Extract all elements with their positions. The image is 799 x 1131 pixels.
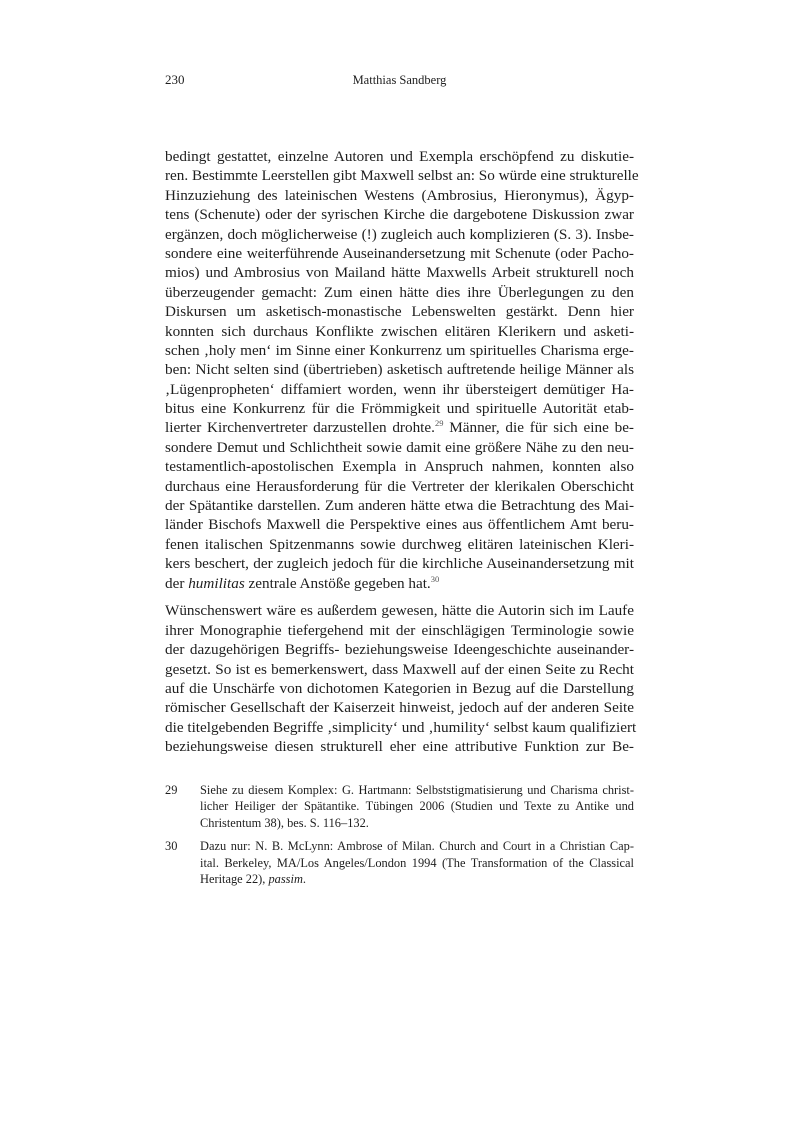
text-segment: Dazu nur: N. B. McLynn: Ambrose of Milan. Church and Court in a Christian Cap-: [200, 839, 634, 854]
text-line: [165, 341, 634, 360]
text-segment: zentrale Anstöße gegeben hat.: [244, 574, 431, 592]
text-line: [200, 838, 634, 854]
footnote-number: 29: [165, 783, 178, 797]
text-segment: sondere eine weiterführende Auseinandersetzung mit Schenute (oder Pacho-: [165, 244, 634, 262]
footnotes: [165, 782, 634, 894]
paragraph: [165, 147, 639, 593]
text-segment: Diskursen um asketisch-monastische Lebenswelten gestärkt. Denn hier: [165, 303, 634, 321]
text-segment: gesetzt. So ist es bemerkenswert, dass Maxwell auf der einen Seite zu Recht: [165, 660, 634, 678]
text-segment: ‚Lügenpropheten‘ diffamiert worden, wenn ihr übersteigert demütiger Ha-: [165, 380, 634, 398]
text-line: [165, 186, 634, 205]
text-segment: .: [302, 871, 307, 886]
footnote: [165, 782, 634, 831]
footnote-text: [200, 782, 634, 831]
text-segment: römischer Gesellschaft der Kaiserzeit hinweist, jedoch auf der anderen Seite: [165, 699, 634, 717]
italic-text: humilitas: [188, 574, 245, 592]
text-line: [165, 322, 634, 341]
text-segment: kers beschert, der zugleich jedoch für die kirchliche Auseinandersetzung mit: [165, 555, 634, 573]
text-segment: sondere Demut und Schlichtheit sowie damit eine größere Nähe zu den neu-: [165, 438, 634, 456]
text-line: [165, 679, 634, 698]
text-segment: ihrer Monographie tiefergehend mit der einschlägigen Terminologie sowie: [165, 621, 634, 639]
footnote-reference: 29: [434, 418, 444, 429]
text-line: [165, 574, 634, 593]
text-segment: bitus eine Konkurrenz für die Frömmigkeit und spirituelle Autorität etab-: [165, 400, 634, 418]
text-segment: Wünschenswert wäre es außerdem gewesen, hätte die Autorin sich im Laufe: [165, 602, 634, 620]
text-segment: überzeugender gemacht: Zum einen hätte dies ihre Überlegungen zu den: [165, 283, 634, 301]
text-line: [165, 399, 634, 418]
text-line: [165, 166, 639, 185]
text-segment: licher Heiliger der Spätantike. Tübingen 2006 (Studien und Texte zu Antike und: [200, 799, 634, 814]
text-line: [165, 147, 634, 166]
text-segment: tens (Schenute) oder der syrischen Kirche die dargebotene Diskussion zwar: [165, 206, 634, 224]
text-line: [200, 855, 634, 871]
text-line: [165, 225, 634, 244]
text-segment: ben: Nicht selten sind (übertrieben) asketisch auftretende heilige Männer als: [165, 361, 634, 379]
paragraph: [165, 601, 637, 756]
footnote: [165, 838, 634, 887]
text-segment: länder Bischofs Maxwell die Perspektive eines aus öffentlichem Amt beru-: [165, 516, 634, 534]
text-line: [200, 871, 634, 887]
running-head: Matthias Sandberg: [352, 73, 447, 87]
footnote-number: 30: [165, 839, 178, 854]
text-line: [200, 782, 634, 798]
italic-text: passim: [268, 871, 303, 886]
text-line: [165, 640, 634, 659]
text-segment: ergänzen, doch möglicherweise (!) zugleich auch komplizieren (S. 3). Insbe-: [165, 225, 634, 243]
text-segment: lierter Kirchenvertreter darzustellen drohte.: [165, 419, 435, 437]
text-segment: konnten sich durchaus Konflikte zwischen elitären Klerikern und asketi-: [165, 322, 634, 340]
text-segment: Hinzuziehung des lateinischen Westens (Ambrosius, Hieronymus), Ägyp-: [165, 186, 634, 204]
text-line: [165, 263, 634, 282]
text-line: [165, 554, 634, 573]
text-line: [165, 457, 634, 476]
text-segment: Siehe zu diesem Komplex: G. Hartmann: Selbststigmatisierung und Charisma christ-: [200, 783, 634, 797]
text-segment: Christentum 38), bes. S. 116–132.: [200, 815, 369, 830]
text-segment: der dazugehörigen Begriffs- beziehungsweise Ideengeschichte auseinander-: [165, 641, 634, 659]
text-segment: durchaus eine Herausforderung für die Vertreter der klerikalen Oberschicht: [165, 477, 634, 495]
text-segment: fenen italischen Spitzenmanns sowie durchweg elitären lateinischen Kleri-: [165, 535, 634, 553]
text-line: [165, 438, 634, 457]
text-line: [165, 737, 634, 756]
text-segment: beziehungsweise diesen strukturell eher eine attributive Funktion zur Be-: [165, 738, 634, 756]
text-line: [165, 621, 634, 640]
text-segment: die titelgebenden Begriffe ‚simplicity‘ und ‚humility‘ selbst kaum qualifiziert: [165, 718, 637, 736]
text-segment: auf die Unschärfe von dichotomen Kategorien in Bezug auf die Darstellung: [165, 680, 634, 698]
text-line: [165, 360, 634, 379]
text-segment: der Spätantike darstellen. Zum anderen hätte etwa die Betrachtung des Mai-: [165, 497, 634, 515]
page-number: 230: [165, 72, 185, 87]
body-text: [165, 147, 639, 765]
footnote-text: [200, 838, 634, 887]
text-segment: bedingt gestattet, einzelne Autoren und Exempla erschöpfend zu diskutie-: [165, 148, 634, 165]
text-segment: schen ‚holy men‘ im Sinne einer Konkurrenz um spirituelles Charisma erge-: [165, 341, 634, 359]
text-segment: ital. Berkeley, MA/Los Angeles/London 1994 (The Transformation of the Classical: [200, 855, 634, 870]
text-line: [200, 798, 634, 814]
footnote-reference: 30: [430, 573, 440, 584]
text-line: [165, 660, 634, 679]
text-segment: Heritage 22),: [200, 871, 269, 886]
text-segment: Männer, die für sich eine be-: [443, 419, 634, 437]
text-line: [165, 244, 634, 263]
text-segment: mios) und Ambrosius von Mailand hätte Maxwells Arbeit strukturell noch: [165, 264, 634, 282]
text-line: [165, 496, 634, 515]
text-segment: ren. Bestimmte Leerstellen gibt Maxwell selbst an: So würde eine strukturelle: [165, 167, 639, 185]
text-segment: der: [165, 574, 189, 592]
text-line: [165, 418, 634, 437]
text-line: [165, 380, 634, 399]
text-line: [165, 302, 634, 321]
text-line: [165, 283, 634, 302]
text-line: [165, 205, 634, 224]
text-line: [200, 815, 634, 831]
text-segment: testamentlich-apostolischen Exempla in Anspruch nahmen, konnten also: [165, 458, 634, 476]
text-line: [165, 535, 634, 554]
text-line: [165, 698, 634, 717]
text-line: [165, 718, 637, 737]
text-line: [165, 477, 634, 496]
text-line: [165, 601, 634, 620]
text-line: [165, 515, 634, 534]
